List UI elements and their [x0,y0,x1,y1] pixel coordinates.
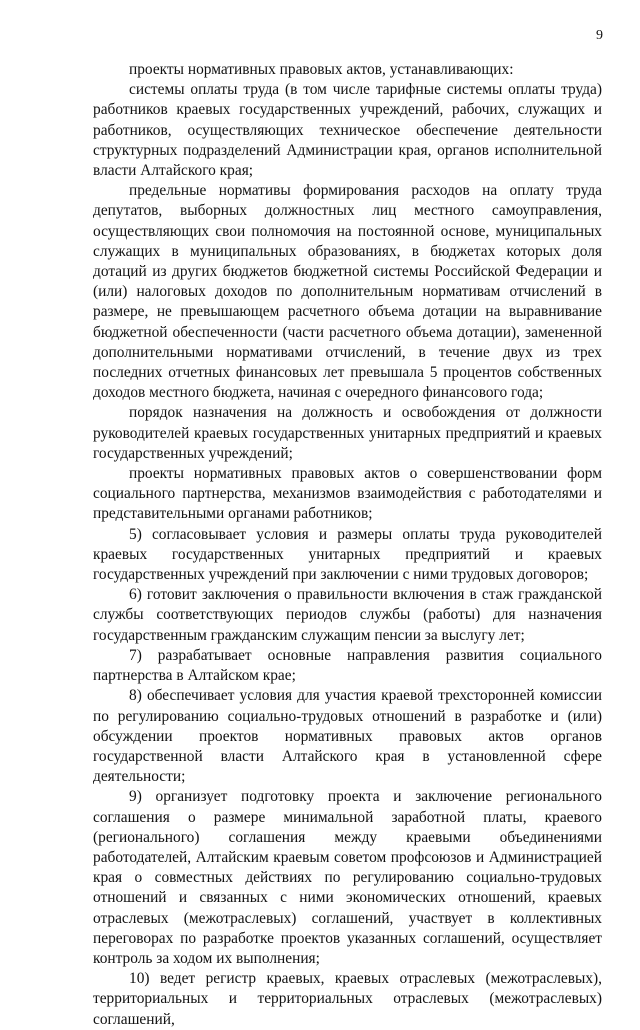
paragraph-item-5: 5) согласовывает условия и размеры оплаты труда руководителей краевых государственных унитарных предприятий и краевых государственных учреждений при заключении с ними трудовых договоров; [93,525,602,584]
paragraph-item-10: 10) ведет регистр краевых, краевых отраслевых (межотраслевых), территориальных и территориальных отраслевых (межотраслевых) соглашений, [93,970,602,1028]
document-body [93,60,602,1030]
paragraph-item-7: 7) разрабатывает основные направления развития социального партнерства в Алтайском крае; [93,646,602,685]
paragraph-item-8: 8) обеспечивает условия для участия краевой трехсторонней комиссии по регулированию социально-трудовых отношений в разработке и (или) обсуждении проектов нормативных правовых актов органов государственной власти Алтайского края в установленной сфере деятельности; [93,687,602,786]
page-number: 9 [596,28,603,43]
paragraph-item-9: 9) организует подготовку проекта и заключение регионального соглашения о размере минимальной заработной платы, краевого (регионального) соглашения между краевыми объединениями работодателей, Алтайским краевым советом профсоюзов и Администрацией края о совместных действиях по регулированию социально-трудовых отношений и связанных с ними экономических отношений, краевых отраслевых (межотраслевых) соглашений, участвует в коллективных переговорах по разработке проектов указанных соглашений, осуществляет контроль за ходом их выполнения; [93,788,602,967]
paragraph-appointment-procedure: порядок назначения на должность и освобождения от должности руководителей краевых государственных унитарных предприятий и краевых государственных учреждений; [93,404,602,462]
paragraph-payment-systems: системы оплаты труда (в том числе тарифные системы оплаты труда) работников краевых государственных учреждений, рабочих, служащих и работников, осуществляющих техническое обеспечение деятельности структурных подразделений Администрации края, органов исполнительной власти Алтайского края; [93,81,602,180]
paragraph-item-6: 6) готовит заключения о правильности включения в стаж гражданской службы соответствующих периодов службы (работы) для назначения государственным гражданским служащим пенсии за выслугу лет; [93,586,602,644]
paragraph-payroll-limits: предельные нормативы формирования расходов на оплату труда депутатов, выборных должностных лиц местного самоуправления, осуществляющих свои полномочия на постоянной основе, муниципальных служащих в муниципальных образованиях, в бюджетах которых доля дотаций из других бюджетов бюджетной системы Российской Федерации и (или) налоговых доходов по дополнительным нормативам отчислений в размере, не превышающем расчетного объема дотации на выравнивание бюджетной обеспеченности (части расчетного объема дотации), замененной дополнительными нормативами отчислений, в течение двух из трех последних отчетных финансовых лет превышала 5 процентов собственных доходов местного бюджета, начиная с очередного финансового года; [93,182,602,402]
paragraph-draft-acts-intro: проекты нормативных правовых актов, устанавливающих: [129,61,514,78]
paragraph-social-partnership-drafts: проекты нормативных правовых актов о совершенствовании форм социального партнерства, механизмов взаимодействия с работодателями и представительными органами работников; [93,465,602,523]
